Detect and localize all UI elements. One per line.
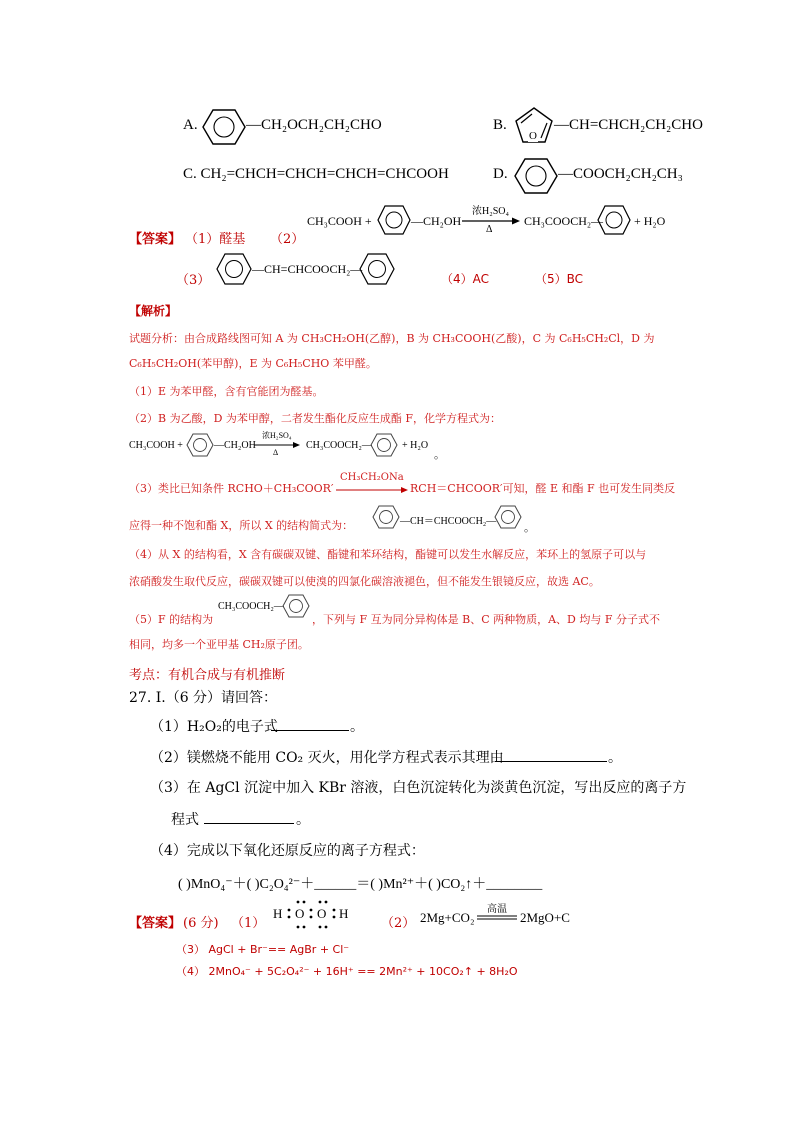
q27-part-3: （3）在 AgCl 沉淀中加入 KBr 溶液，白色沉淀转化为淡黄色沉淀，写出反应的离子方 bbox=[150, 780, 687, 796]
analysis-line-7: （4）从 X 的结构看，X 含有碳碳双键、酯键和苯环结构，酯键可以发生水解反应，苯环上的氢原子可以与 bbox=[129, 548, 647, 561]
analysis-line-5-condition: CH₃CH₂ONa bbox=[340, 472, 404, 483]
benzene-ring-icon bbox=[372, 505, 400, 529]
benzene-ring-icon bbox=[216, 253, 252, 285]
q27-part-3-line-2: 程式 bbox=[171, 812, 199, 828]
answer-2-part-2-left: 2Mg+CO₂ bbox=[420, 910, 475, 925]
analysis-line-4: （2）B 为乙酸，D 为苯甲醇，二者发生酯化反应生成酯 F，化学方程式为： bbox=[129, 412, 502, 425]
equals-line-icon bbox=[477, 915, 517, 920]
q27-part-1-end: 。 bbox=[350, 719, 364, 735]
benzene-ring-icon bbox=[377, 205, 411, 235]
analysis-eq-cond-top: 浓H₂SO₄ bbox=[262, 431, 292, 440]
option-d-formula: —COOCH₂CH₂CH₃ bbox=[558, 166, 683, 182]
analysis-line-10: 相同，均多一个亚甲基 CH₂原子团。 bbox=[129, 638, 309, 651]
q27-part-2-end: 。 bbox=[608, 750, 622, 766]
answer-2-part-2-label: （2） bbox=[381, 916, 416, 931]
analysis-line-8: 浓硝酸发生取代反应，碳碳双键可以使溴的四氯化碳溶液褪色，但不能发生银镜反应，故选 AC。 bbox=[129, 575, 600, 588]
answer-2-part-4: （4） 2MnO₄⁻ + 5C₂O₄²⁻ + 16H⁺ == 2Mn²⁺ + 10CO₂↑ + 8H₂O bbox=[176, 965, 518, 978]
hydrogen-atom: H bbox=[339, 906, 349, 921]
analysis-eq-right: CH₃COOCH₂— bbox=[306, 440, 372, 451]
reaction-arrow-icon bbox=[336, 487, 408, 493]
answer-part-3-label: （3） bbox=[176, 273, 211, 288]
benzene-ring-icon bbox=[514, 157, 558, 195]
oxygen-atom: O bbox=[317, 906, 327, 921]
q27-part-3-blank[interactable] bbox=[204, 809, 294, 824]
hydrogen-atom: H bbox=[273, 906, 283, 921]
analysis-line-9-formula: CH₃COOCH₂— bbox=[218, 601, 284, 612]
q27-header: 27. Ⅰ.（6 分）请回答： bbox=[129, 690, 278, 706]
option-b-formula: —CH=CHCH₂CH₂CHO bbox=[554, 117, 703, 133]
benzene-ring-icon bbox=[359, 253, 395, 285]
analysis-line-6-formula: —CH＝CHCOOCH₂— bbox=[400, 516, 497, 527]
option-c: C. CH₂=CHCH=CHCH=CHCH=CHCOOH bbox=[183, 166, 449, 182]
analysis-eq-end: + H₂O bbox=[402, 440, 429, 451]
answer-part-2-label: （2） bbox=[270, 232, 305, 247]
answer-2-part-2-right: 2MgO+C bbox=[520, 910, 570, 925]
answer-2-part-3: （3） AgCl + Br⁻== AgBr + Cl⁻ bbox=[176, 943, 350, 956]
q27-part-4-equation: ( )MnO₄⁻＋( )C₂O₄²⁻＋______＝( )Mn²⁺＋( )CO₂↑＋________ bbox=[178, 877, 543, 892]
q27-part-4: （4）完成以下氧化还原反应的离子方程式： bbox=[150, 843, 425, 859]
analysis-line-3: （1）E 为苯甲醛，含有官能团为醛基。 bbox=[129, 385, 324, 398]
option-a-label: A. bbox=[183, 117, 198, 133]
answer-part-3-formula: —CH=CHCOOCH₂— bbox=[252, 262, 363, 276]
analysis-tag: 【解析】 bbox=[129, 304, 178, 318]
q27-part-1: （1）H₂O₂的电子式 bbox=[150, 719, 278, 735]
equation-right: CH₃COOCH₂— bbox=[524, 214, 604, 228]
analysis-line-5a: （3）类比已知条件 RCHO＋CH₃COOR′ bbox=[129, 482, 334, 495]
answer-tag: 【答案】 bbox=[129, 916, 182, 931]
benzene-ring-icon bbox=[282, 594, 310, 618]
answer-score: (6 分) bbox=[183, 916, 219, 931]
benzene-ring-icon bbox=[202, 108, 246, 146]
oxygen-atom: O bbox=[295, 906, 305, 921]
benzene-ring-icon bbox=[186, 433, 214, 457]
analysis-line-9b: ，下列与 F 互为同分异构体是 B、C 两种物质，A、D 均与 F 分子式不 bbox=[312, 613, 661, 626]
analysis-line-6-end: 。 bbox=[524, 521, 535, 534]
q27-part-1-blank[interactable] bbox=[271, 716, 349, 731]
equation-condition-top: 浓H₂SO₄ bbox=[472, 206, 509, 217]
benzene-ring-icon bbox=[597, 205, 631, 235]
equation-mid: —CH₂OH bbox=[411, 214, 462, 228]
analysis-eq-left: CH₃COOH + bbox=[129, 440, 183, 451]
equation-condition-bottom: Δ bbox=[486, 224, 493, 235]
option-a-formula: —CH₂OCH₂CH₂CHO bbox=[246, 117, 382, 133]
furan-oxygen: O bbox=[529, 130, 537, 142]
analysis-eq-mid: —CH₂OH bbox=[214, 440, 256, 451]
benzene-ring-icon bbox=[370, 433, 398, 457]
answer-part-4: （4）AC bbox=[441, 272, 490, 286]
answer-2-part-2-condition: 高温 bbox=[487, 904, 507, 915]
answer-part-5: （5）BC bbox=[535, 272, 584, 286]
electron-dots-icon bbox=[284, 900, 338, 930]
option-d-label: D. bbox=[493, 166, 508, 182]
answer-tag: 【答案】 bbox=[129, 232, 182, 247]
q27-part-2-blank[interactable] bbox=[495, 747, 607, 762]
analysis-eq-period: 。 bbox=[434, 448, 445, 461]
answer-part-1: （1）醛基 bbox=[185, 232, 246, 247]
equation-end: + H₂O bbox=[634, 214, 666, 228]
option-b-label: B. bbox=[493, 117, 507, 133]
analysis-line-9a: （5）F 的结构为 bbox=[129, 613, 214, 626]
kaodian: 考点：有机合成与有机推断 bbox=[129, 668, 286, 683]
analysis-line-2: C₆H₅CH₂OH(苯甲醇)，E 为 C₆H₅CHO 苯甲醛。 bbox=[129, 357, 377, 370]
analysis-eq-cond-bottom: Δ bbox=[273, 448, 279, 457]
analysis-line-1: 试题分析：由合成路线图可知 A 为 CH₃CH₂OH(乙醇)，B 为 CH₃COOH(乙酸)，C 为 C₆H₅CH₂Cl，D 为 bbox=[129, 332, 655, 345]
answer-2-part-1-label: （1） bbox=[231, 916, 266, 931]
benzene-ring-icon bbox=[494, 505, 522, 529]
q27-part-3-end: 。 bbox=[296, 812, 310, 828]
analysis-line-6a: 应得一种不饱和酯 X，所以 X 的结构简式为： bbox=[129, 519, 354, 532]
equation-left: CH₃COOH + bbox=[307, 214, 372, 228]
q27-part-2: （2）镁燃烧不能用 CO₂ 灭火，用化学方程式表示其理由 bbox=[150, 750, 504, 766]
analysis-line-5b: RCH＝CHCOOR′可知，醛 E 和酯 F 也可发生同类反 bbox=[410, 482, 676, 495]
